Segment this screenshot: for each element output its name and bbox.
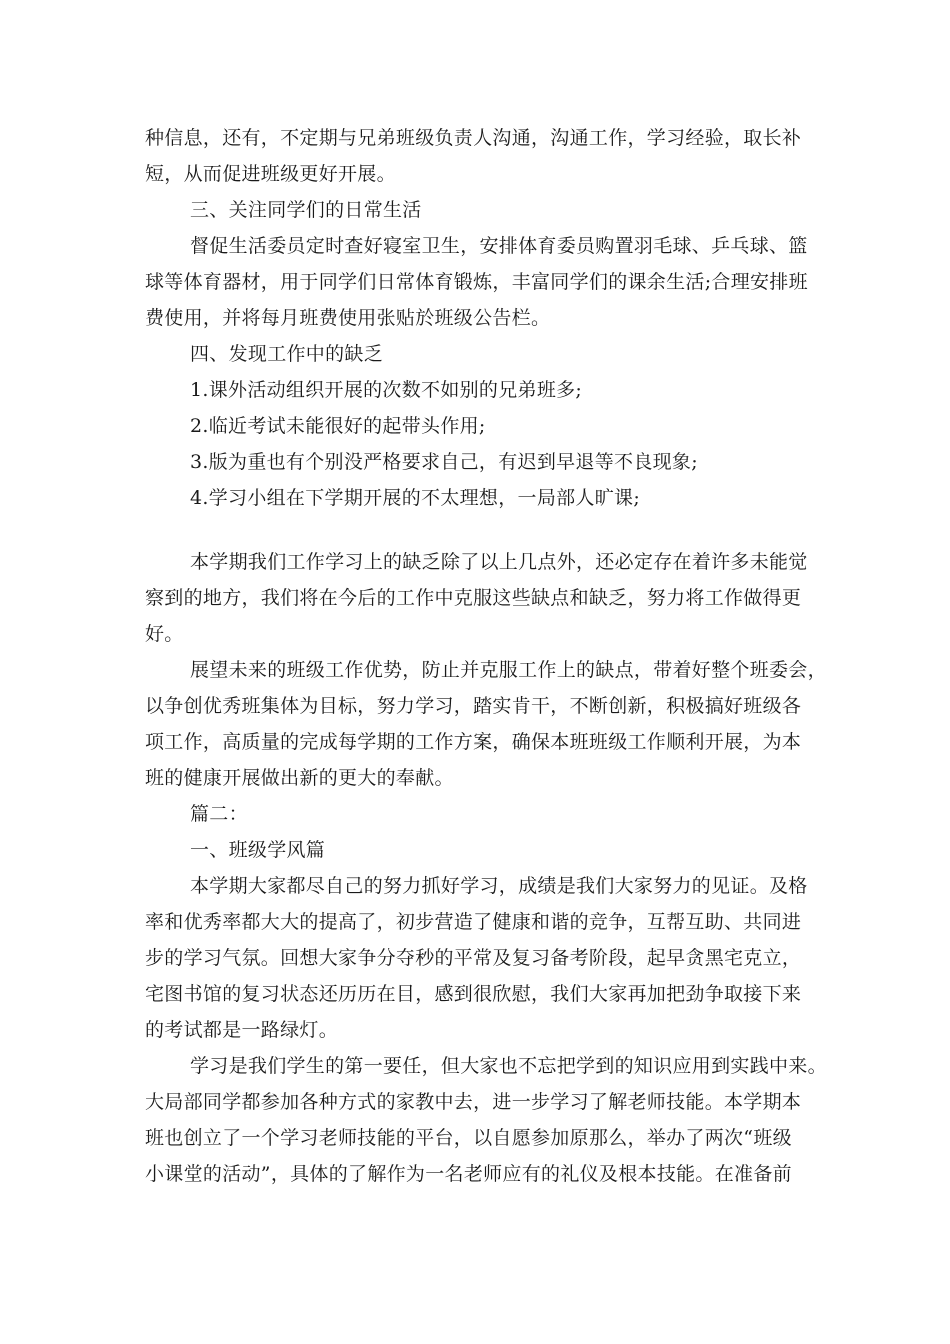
text-line: 步的学习气氛。回想大家争分夺秒的平常及复习备考阶段，起早贪黑宅克立， (145, 947, 802, 969)
text-line: 宅图书馆的复习状态还历历在目，感到很欣慰，我们大家再加把劲争取接下来 (145, 983, 802, 1005)
text-line: 察到的地方，我们将在今后的工作中克服这些缺点和缺乏，努力将工作做得更 (145, 587, 802, 609)
list-item: 1.课外活动组织开展的次数不如别的兄弟班多; (190, 379, 583, 401)
text-line: 的考试都是一路绿灯。 (145, 1019, 339, 1041)
text-line: 项工作，高质量的完成每学期的工作方案，确保本班班级工作顺利开展，为本 (145, 731, 802, 753)
text-line: 率和优秀率都大大的提高了，初步营造了健康和谐的竞争，互帮互助、共同进 (145, 911, 802, 933)
text-line: 大局部同学都参加各种方式的家教中去，进一步学习了解老师技能。本学期本 (145, 1091, 802, 1113)
text-line: 以争创优秀班集体为目标，努力学习，踏实肯干，不断创新，积极搞好班级各 (145, 695, 802, 717)
text-line: 种信息，还有，不定期与兄弟班级负责人沟通，沟通工作，学习经验，取长补 (145, 127, 802, 149)
text-line: 小课堂的活动”，具体的了解作为一名老师应有的礼仪及根本技能。在准备前 (145, 1163, 792, 1185)
text-line: 好。 (145, 623, 184, 645)
list-item: 4.学习小组在下学期开展的不太理想，一局部人旷课; (190, 487, 641, 509)
text-line: 班也创立了一个学习老师技能的平台，以自愿参加原那么，举办了两次“班级 (145, 1127, 792, 1149)
section-heading: 三、关注同学们的日常生活 (190, 199, 422, 221)
text-line: 展望未来的班级工作优势，防止并克服工作上的缺点，带着好整个班委会， (190, 659, 827, 681)
text-line: 督促生活委员定时查好寝室卫生，安排体育委员购置羽毛球、乒乓球、篮 (190, 235, 808, 257)
text-line: 费使用，并将每月班费使用张贴於班级公告栏。 (145, 307, 551, 329)
list-item: 2.临近考试未能很好的起带头作用; (190, 415, 486, 437)
text-line: 短，从而促进班级更好开展。 (145, 163, 396, 185)
section-heading: 四、发现工作中的缺乏 (190, 343, 384, 365)
text-line: 学习是我们学生的第一要任，但大家也不忘把学到的知识应用到实践中来。 (190, 1055, 827, 1077)
list-item: 3.版为重也有个别没严格要求自己，有迟到早退等不良现象; (190, 451, 698, 473)
text-line: 球等体育器材，用于同学们日常体育锻炼，丰富同学们的课余生活;合理安排班 (145, 271, 808, 293)
text-line: 本学期我们工作学习上的缺乏除了以上几点外，还必定存在着许多未能觉 (190, 551, 808, 573)
section-heading: 一、班级学风篇 (190, 839, 326, 861)
text-line: 班的健康开展做出新的更大的奉献。 (145, 767, 454, 789)
section-heading: 篇二： (190, 803, 248, 825)
text-line: 本学期大家都尽自己的努力抓好学习，成绩是我们大家努力的见证。及格 (190, 875, 808, 897)
